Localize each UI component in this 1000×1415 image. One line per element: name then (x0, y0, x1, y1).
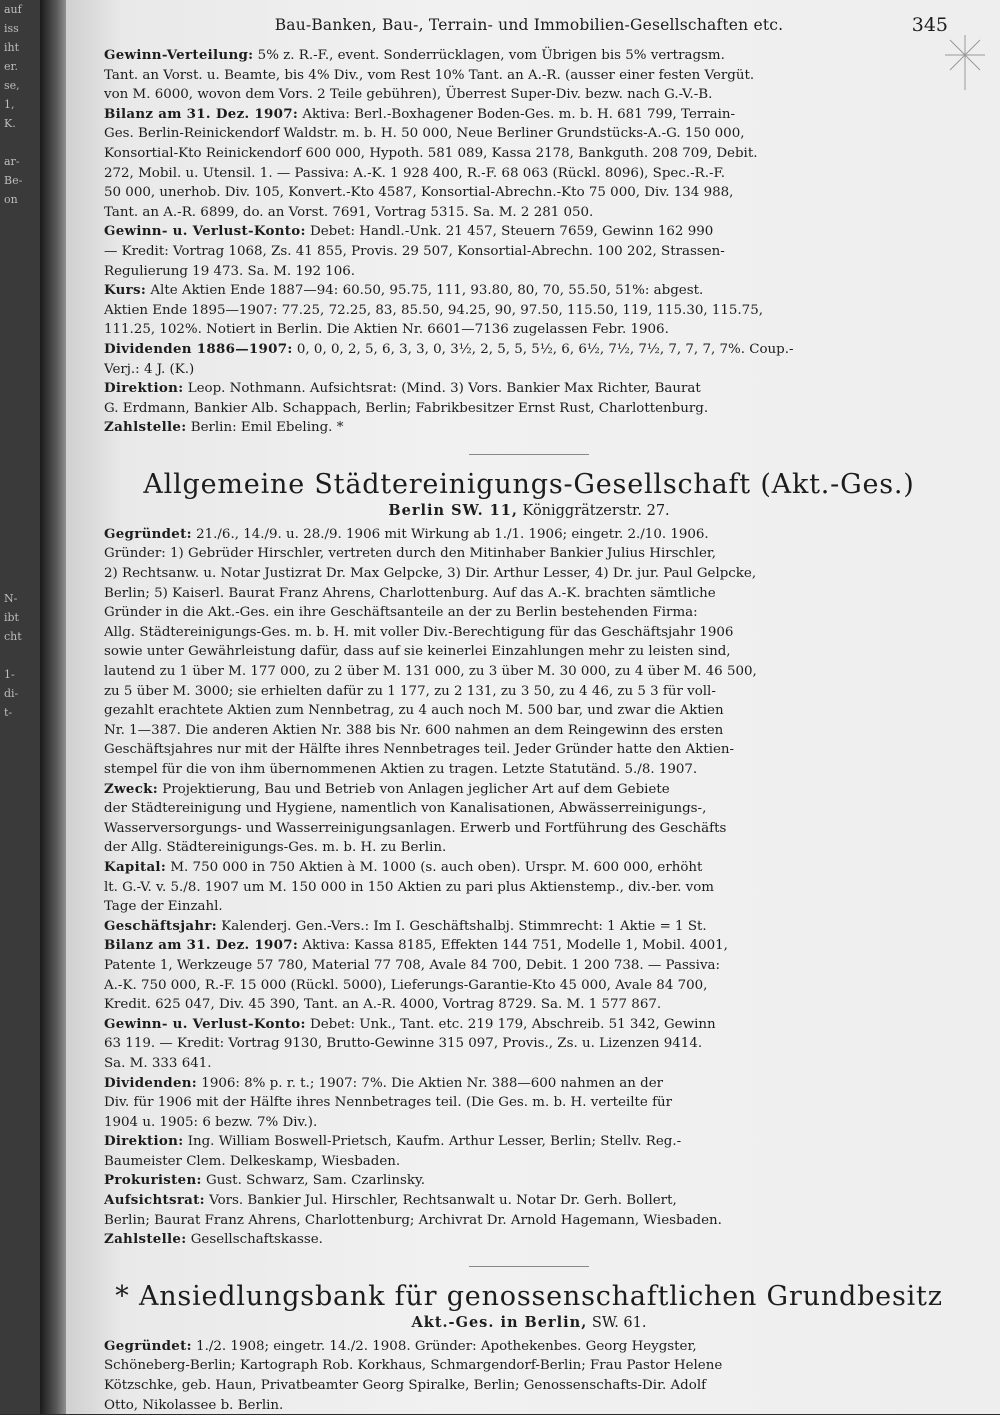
company-address-city: Berlin SW. 11, (388, 501, 518, 519)
text-line (104, 623, 954, 643)
previous-page-fragment: on (4, 193, 18, 206)
page-number: 345 (911, 14, 948, 36)
previous-page-fragment (0, 722, 40, 741)
field-label: Zahlstelle: (104, 1231, 187, 1248)
text-line (104, 584, 954, 604)
text-line (104, 1132, 954, 1152)
previous-page-fragment (0, 285, 40, 304)
field-text: Leop. Nothmann. Aufsichtsrat: (Mind. 3) Vors. Bankier Max Richter, Baurat (183, 381, 701, 397)
field-text: Projektierung, Bau und Betrieb von Anlagen jeglicher Art auf dem Gebiete (158, 781, 670, 797)
field-label: Gegründet: (104, 1337, 192, 1354)
field-text: Patente 1, Werkzeuge 57 780, Material 77 708, Avale 84 700, Debit. 1 200 738. — Passiva: (104, 957, 721, 973)
text-line (104, 1230, 954, 1250)
field-text: von M. 6000, wovon dem Vors. 2 Teile gebühren), Überrest Super-Div. bezw. nach G.-V.-B. (104, 87, 713, 103)
text-line (104, 525, 954, 545)
text-line (104, 1074, 954, 1094)
field-text: Kalenderj. Gen.-Vers.: Im I. Geschäftshalbj. Stimmrecht: 1 Aktie = 1 St. (217, 918, 707, 934)
previous-page-fragment: er. (4, 60, 19, 73)
text-line (104, 1171, 954, 1191)
text-line (104, 46, 954, 66)
field-text: A.-K. 750 000, R.-F. 15 000 (Rückl. 5000), Lieferungs-Garantie-Kto 45 000, Avale 84 700, (104, 977, 708, 993)
field-text: Konsortial-Kto Reinickendorf 600 000, Hypoth. 581 089, Kassa 2178, Bankguth. 208 709, Debit. (104, 145, 758, 161)
section-divider (469, 454, 589, 455)
text-line (104, 1152, 954, 1172)
text-line (104, 858, 954, 878)
field-text: 111.25, 102%. Notiert in Berlin. Die Aktien Nr. 6601—7136 zugelassen Febr. 1906. (104, 322, 669, 338)
field-text: Debet: Unk., Tant. etc. 219 179, Abschreib. 51 342, Gewinn (305, 1016, 716, 1032)
company-address-street: SW. 61. (587, 1314, 647, 1331)
text-line (104, 203, 954, 223)
previous-page-fragment: auf (4, 3, 22, 16)
text-line (104, 1211, 954, 1231)
previous-page-fragment (0, 399, 40, 418)
previous-page-fragment (0, 418, 40, 437)
running-header (104, 10, 954, 46)
previous-page-fragment (0, 323, 40, 342)
field-label: Gegründet: (104, 525, 192, 542)
field-label: Gewinn- u. Verlust-Konto: (104, 223, 306, 240)
text-line (104, 740, 954, 760)
text-line (104, 682, 954, 702)
field-label: Prokuristen: (104, 1172, 202, 1189)
text-line (104, 262, 954, 282)
text-line (104, 760, 954, 780)
previous-page-fragment (0, 456, 40, 475)
section-divider (469, 1266, 589, 1267)
field-text: Debet: Handl.-Unk. 21 457, Steuern 7659, Gewinn 162 990 (305, 224, 714, 240)
field-text: Alte Aktien Ende 1887—94: 60.50, 95.75, 111, 93.80, 80, 70, 55.50, 51%: abgest. (146, 283, 704, 299)
field-text: 1906: 8% p. r. t.; 1907: 7%. Die Aktien Nr. 388—600 nahmen an der (197, 1075, 664, 1091)
field-label: Bilanz am 31. Dez. 1907: (104, 105, 299, 122)
previous-page-fragment (0, 304, 40, 323)
previous-page-fragment: cht (4, 630, 22, 643)
company-title: * Ansiedlungsbank für genossenschaftlichen Grundbesitz (115, 1280, 943, 1312)
previous-page-fragment: 1, (4, 98, 15, 111)
text-line (104, 976, 954, 996)
text-line (104, 564, 954, 584)
running-title: Bau-Banken, Bau-, Terrain- und Immobilien-Gesellschaften etc. (274, 16, 784, 34)
text-line (104, 105, 954, 125)
field-label: Kapital: (104, 858, 167, 875)
text-line (104, 418, 954, 438)
field-text: 0, 0, 0, 2, 5, 6, 3, 3, 0, 3½, 2, 5, 5, 5½, 6, 6½, 7½, 7½, 7, 7, 7, 7%. Coup.- (292, 341, 794, 357)
text-line (104, 164, 954, 184)
previous-page-fragment: ibt (4, 611, 19, 624)
previous-page-fragment (0, 741, 40, 760)
previous-page-edge (0, 0, 40, 1414)
text-line (104, 1396, 954, 1415)
field-text: Gründer: 1) Gebrüder Hirschler, vertreten durch den Mitinhaber Bankier Julius Hirschler, (104, 546, 717, 562)
field-text: Wasserversorgungs- und Wasserreinigungsanlagen. Erwerb und Fortführung des Geschäfts (104, 820, 727, 836)
previous-page-fragment: di- (4, 687, 19, 700)
text-line (104, 85, 954, 105)
previous-page-fragment (0, 342, 40, 361)
company-address (104, 1314, 954, 1331)
field-text: sowie unter Gewährleistung dafür, dass auf sie keinerlei Einzahlungen mehr zu leisten sind, (104, 644, 731, 660)
text-line (104, 1113, 954, 1133)
text-line (104, 799, 954, 819)
previous-page-fragment (0, 133, 40, 152)
field-text: Gründer in die Akt.-Ges. ein ihre Geschäftsanteile an der zu Berlin bestehenden Firma: (104, 605, 698, 621)
text-line (104, 379, 954, 399)
field-label: Direktion: (104, 1133, 184, 1150)
field-text: Sa. M. 333 641. (104, 1055, 212, 1071)
text-line (104, 956, 954, 976)
field-label: Gewinn- u. Verlust-Konto: (104, 1015, 306, 1032)
previous-page-fragment: N- (4, 592, 18, 605)
text-line (104, 1054, 954, 1074)
field-label: Kurs: (104, 282, 147, 299)
text-line (104, 897, 954, 917)
text-line (104, 701, 954, 721)
text-line (104, 662, 954, 682)
previous-page-fragment: iht (4, 41, 20, 54)
field-text: Geschäftsjahres nur mit der Hälfte ihres Nennbetrages teil. Jeder Gründer hatte den Aktien- (104, 742, 735, 758)
previous-page-fragment (0, 228, 40, 247)
field-text: gezahlt erachtete Aktien zum Nennbetrag, zu 4 auch noch M. 500 bar, und zwar die Aktien (104, 703, 724, 719)
company-title: Allgemeine Städtereinigungs-Gesellschaft (Akt.-Ges.) (143, 468, 915, 500)
previous-page-fragment: ar- (4, 155, 20, 168)
field-label: Dividenden 1886—1907: (104, 340, 293, 357)
text-line (104, 281, 954, 301)
text-line (104, 320, 954, 340)
previous-page-fragment (0, 266, 40, 285)
previous-page-fragment (0, 551, 40, 570)
field-text: zu 5 über M. 3000; sie erhielten dafür zu 1 177, zu 2 131, zu 3 50, zu 4 46, zu 5 3 für voll- (104, 683, 716, 699)
field-label: Dividenden: (104, 1074, 198, 1091)
field-text: Regulierung 19 473. Sa. M. 192 106. (104, 263, 356, 279)
field-text: Ges. Berlin-Reinickendorf Waldstr. m. b. H. 50 000, Neue Berliner Grundstücks-A.-G. 150 000, (104, 126, 745, 142)
company-address-city: Akt.-Ges. in Berlin, (411, 1313, 588, 1331)
field-text: Berlin; 5) Kaiserl. Baurat Franz Ahrens, Charlottenburg. Auf das A.-K. brachten sämtliche (104, 585, 716, 601)
text-line (104, 838, 954, 858)
field-text: Aktien Ende 1895—1907: 77.25, 72.25, 83, 85.50, 94.25, 90, 97.50, 115.50, 119, 115.30, 115.75, (104, 302, 763, 318)
field-text: lautend zu 1 über M. 177 000, zu 2 über M. 131 000, zu 3 über M. 30 000, zu 4 über M. 46 500, (104, 664, 757, 680)
previous-page-fragment (0, 513, 40, 532)
field-text: G. Erdmann, Bankier Alb. Schappach, Berlin; Fabrikbesitzer Ernst Rust, Charlottenburg. (104, 400, 709, 416)
field-text: Baumeister Clem. Delkeskamp, Wiesbaden. (104, 1153, 401, 1169)
book-gutter (40, 0, 68, 1414)
text-line (104, 222, 954, 242)
field-text: Tant. an A.-R. 6899, do. an Vorst. 7691, Vortrag 5315. Sa. M. 2 281 050. (104, 204, 594, 220)
text-line (104, 144, 954, 164)
previous-page-fragment (0, 779, 40, 798)
field-text: 5% z. R.-F., event. Sonderrücklagen, vom Übrigen bis 5% vertragsm. (253, 48, 725, 63)
field-label: Zahlstelle: (104, 419, 187, 436)
field-text: Verj.: 4 J. (K.) (104, 361, 195, 377)
entry-section-company (104, 525, 954, 1250)
entry-section-company (104, 1337, 954, 1415)
text-line (104, 1015, 954, 1035)
field-text: der Städtereinigung und Hygiene, namentlich von Kanalisationen, Abwässerreinigungs-, (104, 801, 707, 817)
field-text: Aktiva: Berl.-Boxhagener Boden-Ges. m. b. H. 681 799, Terrain- (298, 106, 736, 122)
field-text: der Allg. Städtereinigungs-Ges. m. b. H. zu Berlin. (104, 840, 447, 856)
text-line (104, 1191, 954, 1211)
field-text: 2) Rechtsanw. u. Notar Justizrat Dr. Max Gelpcke, 3) Dir. Arthur Lesser, 4) Dr. jur. Paul Gelpcke, (104, 566, 757, 582)
previous-page-fragment: t- (4, 706, 13, 719)
field-text: 50 000, unerhob. Div. 105, Konvert.-Kto 4587, Konsortial-Abrechn.-Kto 75 000, Div. 134 988, (104, 185, 734, 201)
text-line (104, 399, 954, 419)
field-label: Zweck: (104, 780, 158, 797)
text-line (104, 544, 954, 564)
text-line (104, 360, 954, 380)
previous-page-fragment: se, (4, 79, 20, 92)
field-label: Direktion: (104, 380, 184, 397)
document-page (66, 0, 1000, 1414)
page-content (104, 10, 954, 1415)
text-line (104, 124, 954, 144)
field-text: Allg. Städtereinigungs-Ges. m. b. H. mit voller Div.-Berechtigung für das Geschäftsjahr 1906 (104, 624, 734, 640)
text-line (104, 917, 954, 937)
text-line (104, 183, 954, 203)
field-label: Aufsichtsrat: (104, 1192, 205, 1209)
field-text: Tage der Einzahl. (104, 899, 223, 915)
text-line (104, 1034, 954, 1054)
text-line (104, 878, 954, 898)
field-text: 1./2. 1908; eingetr. 14./2. 1908. Gründer: Apothekenbes. Georg Heygster, (191, 1338, 697, 1354)
text-line (104, 340, 954, 360)
text-line (104, 1337, 954, 1357)
company-address (104, 502, 954, 519)
text-line (104, 642, 954, 662)
field-label: Bilanz am 31. Dez. 1907: (104, 937, 299, 954)
field-text: Div. für 1906 mit der Hälfte ihres Nennbetrages teil. (Die Ges. m. b. H. verteilte für (104, 1095, 673, 1111)
previous-page-fragment: iss (4, 22, 19, 35)
previous-page-fragment (0, 475, 40, 494)
previous-page-fragment (0, 209, 40, 228)
field-text: Tant. an Vorst. u. Beamte, bis 4% Div., vom Rest 10% Tant. an A.-R. (ausser einer festen Vergüt. (104, 67, 755, 83)
text-line (104, 301, 954, 321)
text-line (104, 1376, 954, 1396)
field-text: Kötzschke, geb. Haun, Privatbeamter Georg Spiralke, Berlin; Genossenschafts-Dir. Adolf (104, 1378, 707, 1394)
field-label: Gewinn-Verteilung: (104, 47, 254, 63)
text-line (104, 780, 954, 800)
text-line (104, 995, 954, 1015)
previous-page-fragment (0, 380, 40, 399)
company-address-street: Königgrätzerstr. 27. (517, 502, 670, 519)
field-text: Berlin; Baurat Franz Ahrens, Charlottenburg; Archivrat Dr. Arnold Hagemann, Wiesbaden. (104, 1212, 722, 1228)
field-text: 63 119. — Kredit: Vortrag 9130, Brutto-Gewinne 315 097, Provis., Zs. u. Lizenzen 9414. (104, 1036, 703, 1052)
entry-section-continued (104, 46, 954, 438)
previous-page-fragment (0, 646, 40, 665)
text-line (104, 721, 954, 741)
text-line (104, 242, 954, 262)
field-text: Aktiva: Kassa 8185, Effekten 144 751, Modelle 1, Mobil. 4001, (298, 938, 728, 954)
field-text: lt. G.-V. v. 5./8. 1907 um M. 150 000 in 150 Aktien zu pari plus Aktienstemp., div.-ber. vom (104, 879, 714, 895)
field-text: 272, Mobil. u. Utensil. 1. — Passiva: A.-K. 1 928 400, R.-F. 68 063 (Rückl. 8096), Spec.-R.-F. (104, 165, 725, 181)
field-text: Nr. 1—387. Die anderen Aktien Nr. 388 bis Nr. 600 nahmen an dem Reingewinn des ersten (104, 722, 724, 738)
previous-page-fragment (0, 437, 40, 456)
field-text: Vors. Bankier Jul. Hirschler, Rechtsanwalt u. Notar Dr. Gerh. Bollert, (204, 1193, 677, 1209)
previous-page-fragment (0, 494, 40, 513)
field-text: 1904 u. 1905: 6 bezw. 7% Div.). (104, 1114, 318, 1130)
text-line (104, 936, 954, 956)
field-text: stempel für die von ihm übernommenen Aktien zu tragen. Letzte Statutänd. 5./8. 1907. (104, 762, 698, 777)
field-text: Ing. William Boswell-Prietsch, Kaufm. Arthur Lesser, Berlin; Stellv. Reg.- (183, 1134, 682, 1150)
previous-page-fragment: Be- (4, 174, 23, 187)
previous-page-fragment: K. (4, 117, 16, 130)
text-line (104, 66, 954, 86)
field-text: Kredit. 625 047, Div. 45 390, Tant. an A.-R. 4000, Vortrag 8729. Sa. M. 1 577 867. (104, 997, 662, 1013)
text-line (104, 819, 954, 839)
field-label: Geschäftsjahr: (104, 917, 217, 934)
previous-page-fragment: 1- (4, 668, 15, 681)
previous-page-fragment (0, 570, 40, 589)
field-text: Otto, Nikolassee b. Berlin. (104, 1397, 284, 1413)
previous-page-fragment (0, 532, 40, 551)
text-line (104, 1093, 954, 1113)
field-text: — Kredit: Vortrag 1068, Zs. 41 855, Provis. 29 507, Konsortial-Abrechn. 100 202, Strassen- (104, 243, 725, 259)
previous-page-fragment (0, 361, 40, 380)
field-text: 21./6., 14./9. u. 28./9. 1906 mit Wirkung ab 1./1. 1906; eingetr. 2./10. 1906. (191, 526, 709, 542)
field-text: Berlin: Emil Ebeling. * (186, 420, 344, 436)
text-line (104, 1356, 954, 1376)
previous-page-fragment (0, 760, 40, 779)
field-text: Gust. Schwarz, Sam. Czarlinsky. (201, 1173, 426, 1189)
previous-page-fragment (0, 247, 40, 266)
text-line (104, 603, 954, 623)
field-text: Gesellschaftskasse. (186, 1232, 323, 1248)
field-text: M. 750 000 in 750 Aktien à M. 1000 (s. auch oben). Urspr. M. 600 000, erhöht (166, 859, 703, 875)
field-text: Schöneberg-Berlin; Kartograph Rob. Korkhaus, Schmargendorf-Berlin; Frau Pastor Helene (104, 1358, 723, 1374)
